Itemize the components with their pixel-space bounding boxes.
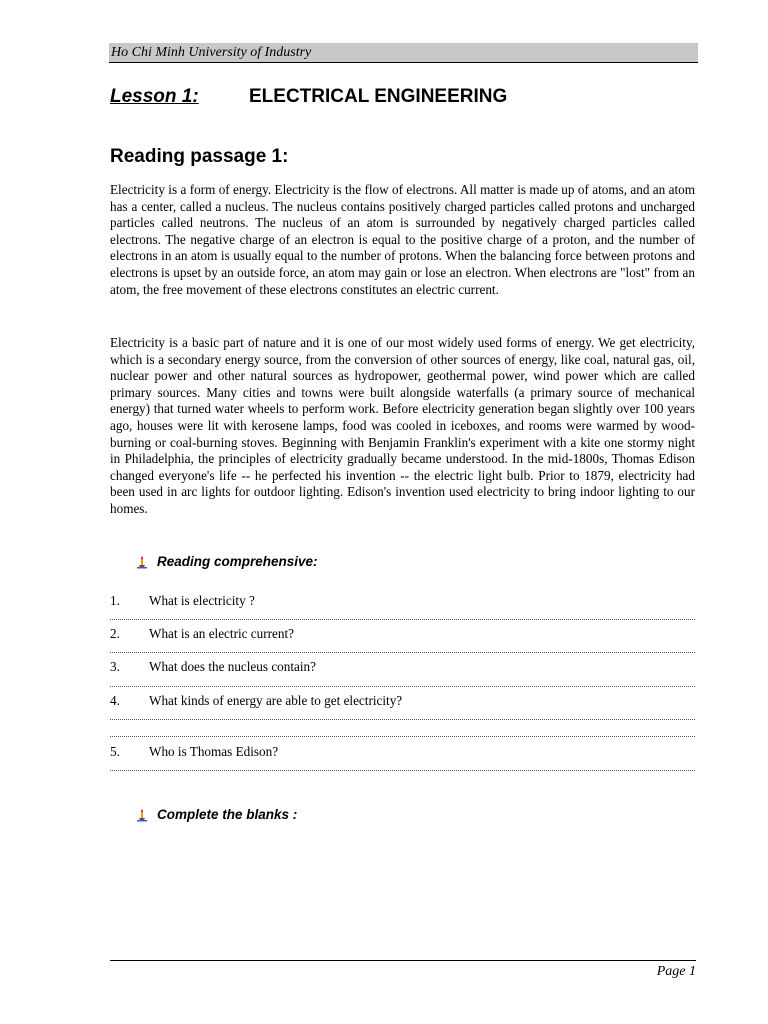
question-number: 5. (110, 744, 120, 759)
section-title: Reading passage 1: (110, 146, 289, 167)
blanks-heading (134, 806, 298, 823)
comprehension-heading-label: Reading comprehensive: (157, 554, 318, 569)
answer-line (110, 686, 695, 687)
question-text: Who is Thomas Edison? (149, 744, 279, 759)
lesson-label: Lesson 1: (110, 86, 199, 107)
page-number: Page 1 (656, 964, 696, 979)
answer-line (110, 719, 695, 720)
passage-paragraph: Electricity is a basic part of nature and it is one of our most widely used forms of energy. We get electricity, which is a secondary energy source, from the conversion of other sources of energy, like coal, natural gas, oil, nuclear power and other natural sources as hydropower, geothermal power, wind power which are called primary sources. Many cities and towns were built alongside waterfalls (a primary source of mechanical energy) that turned water wheels to perform work. Before electricity generation began slightly over 100 years ago, houses were lit with kerosene lamps, food was cooled in iceboxes, and rooms were warmed by wood-burning or coal-burning stoves. Beginning with Benjamin Franklin's experiment with a kite one stormy night in Philadelphia, the principles of electricity gradually became understood. In the mid-1800s, Thomas Edison changed everyone's life -- he perfected his invention -- the electric light bulb. Prior to 1879, electricity had been used in arc lights for outdoor lighting. Edison's invention used electricity to bring indoor lighting to our homes. (110, 335, 695, 516)
footer-divider (110, 960, 696, 961)
blanks-heading-label: Complete the blanks : (157, 807, 298, 822)
lesson-heading (110, 85, 508, 109)
header-institution: Ho Chi Minh University of Industry (111, 45, 312, 60)
candle-bullet-icon (134, 808, 150, 822)
question-number: 1. (110, 593, 120, 608)
lesson-title: ELECTRICAL ENGINEERING (249, 86, 508, 107)
answer-line (110, 736, 695, 737)
question-number: 3. (110, 659, 120, 674)
question-text: What is electricity ? (149, 593, 255, 608)
question-text: What does the nucleus contain? (149, 659, 316, 674)
answer-line (110, 619, 695, 620)
answer-line (110, 770, 695, 771)
question-text: What is an electric current? (149, 626, 294, 641)
question-number: 2. (110, 626, 120, 641)
question-text: What kinds of energy are able to get electricity? (149, 693, 403, 708)
passage-paragraph: Electricity is a form of energy. Electricity is the flow of electrons. All matter is made up of atoms, and an atom has a center, called a nucleus. The nucleus contains positively charged particles called protons and uncharged particles called neutrons. The nucleus of an atom is surrounded by negatively charged particles called electrons. The negative charge of an electron is equal to the positive charge of a proton, and the number of electrons in an atom is usually equal to the number of protons. When the balancing force between protons and electrons is upset by an outside force, an atom may gain or lose an electron. When electrons are "lost" from an atom, the free movement of these electrons constitutes an electric current. (110, 182, 695, 297)
answer-line (110, 652, 695, 653)
candle-bullet-icon (134, 555, 150, 569)
comprehension-heading (134, 553, 318, 570)
question-number: 4. (110, 693, 120, 708)
